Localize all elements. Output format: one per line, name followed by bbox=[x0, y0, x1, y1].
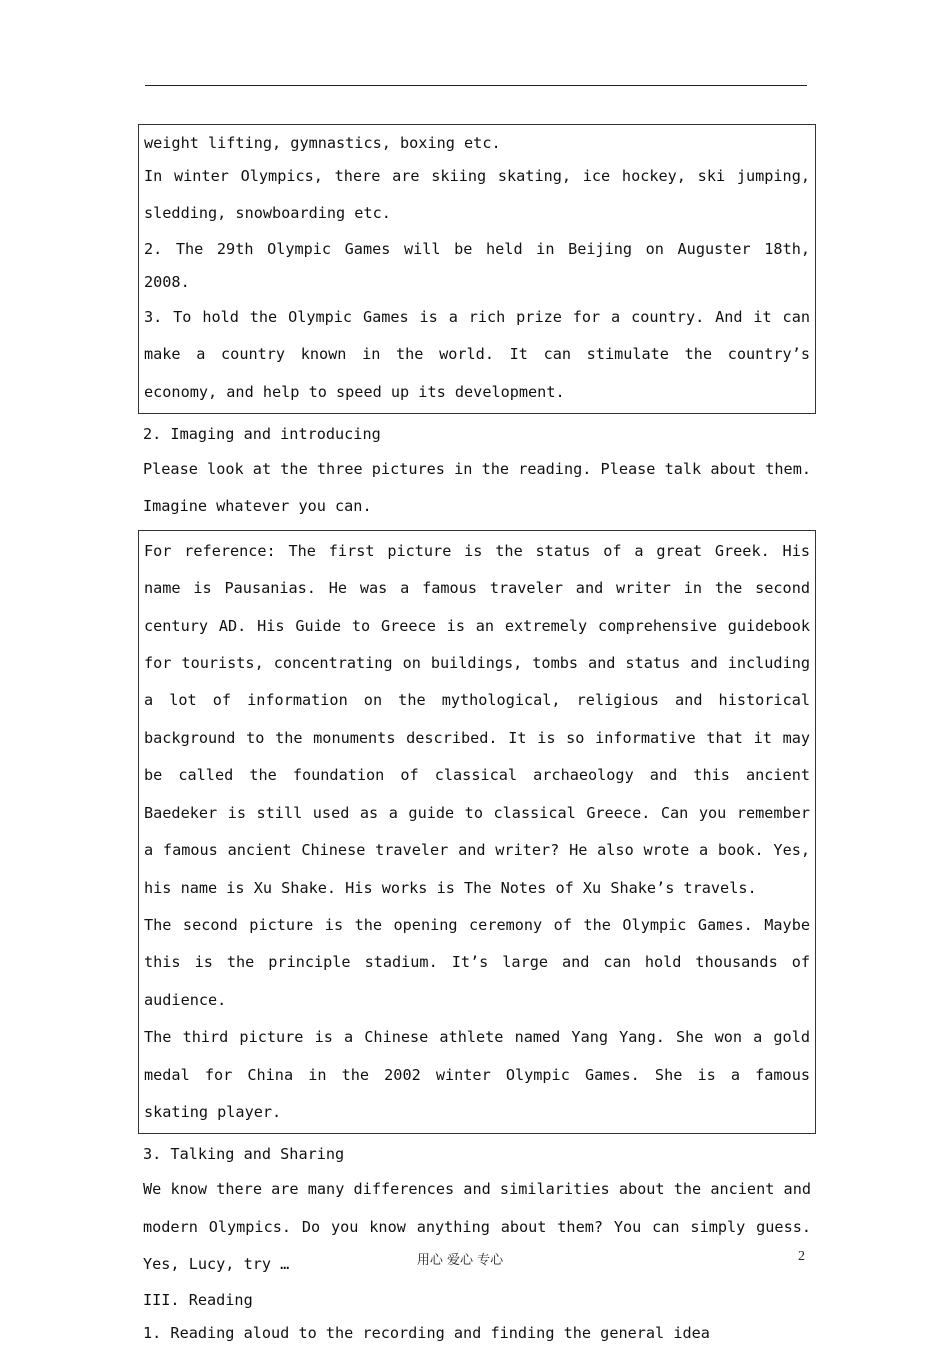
paragraph: Please look at the three pictures in the reading. Please talk about them. Imagine whatever you can. bbox=[143, 460, 811, 516]
paragraph: For reference: The first picture is the status of a great Greek. His name is Pausanias. He was a famous traveler and writer in the second century AD. His Guide to Greece is an extremely comprehensive guidebook for tourists, concentrating on buildings, tombs and status and including a lot of information on the mythological, religious and historical background to the monuments described. It is so informative that it may be called the foundation of classical archaeology and this ancient Baedeker is still used as a guide to classical Greece. Can you remember a famous ancient Chinese traveler and writer? He also wrote a book. Yes, his name is Xu Shake. His works is The Notes of Xu Shake’s travels. bbox=[144, 541, 810, 897]
paragraph: The second picture is the opening ceremony of the Olympic Games. Maybe this is the principle stadium. It’s large and can hold thousands of audience. bbox=[144, 915, 810, 1009]
paragraph: We know there are many differences and similarities about the ancient and modern Olympics. Do you know anything about them? You can simply guess. Yes, Lucy, try … bbox=[143, 1180, 811, 1274]
header-rule bbox=[145, 85, 807, 86]
answer-box-1 bbox=[138, 124, 816, 414]
section-heading: 2. Imaging and introducing bbox=[143, 425, 381, 444]
paragraph: 1. Reading aloud to the recording and finding the general idea bbox=[143, 1323, 710, 1342]
footer-motto: 用心 爱心 专心 bbox=[416, 1253, 504, 1268]
section-heading: III. Reading bbox=[143, 1290, 253, 1309]
paragraph: In winter Olympics, there are skiing skating, ice hockey, ski jumping, sledding, snowboarding etc. bbox=[144, 167, 810, 223]
paragraph: 2. The 29th Olympic Games will be held in Beijing on Auguster 18th, 2008. bbox=[144, 239, 810, 291]
section-heading: 3. Talking and Sharing bbox=[143, 1145, 345, 1164]
page-content bbox=[138, 124, 816, 1350]
section-talking bbox=[138, 1138, 816, 1349]
paragraph: The third picture is a Chinese athlete named Yang Yang. She won a gold medal for China in the 2002 winter Olympic Games. She is a famous skating player. bbox=[144, 1028, 810, 1121]
paragraph: 3. To hold the Olympic Games is a rich prize for a country. And it can make a country known in the world. It can stimulate the country’s economy, and help to speed up its development. bbox=[144, 307, 810, 401]
section-imaging bbox=[138, 418, 816, 526]
reference-box bbox=[138, 530, 816, 1135]
paragraph: weight lifting, gymnastics, boxing etc. bbox=[144, 134, 501, 152]
page-number: 2 bbox=[798, 1249, 805, 1264]
